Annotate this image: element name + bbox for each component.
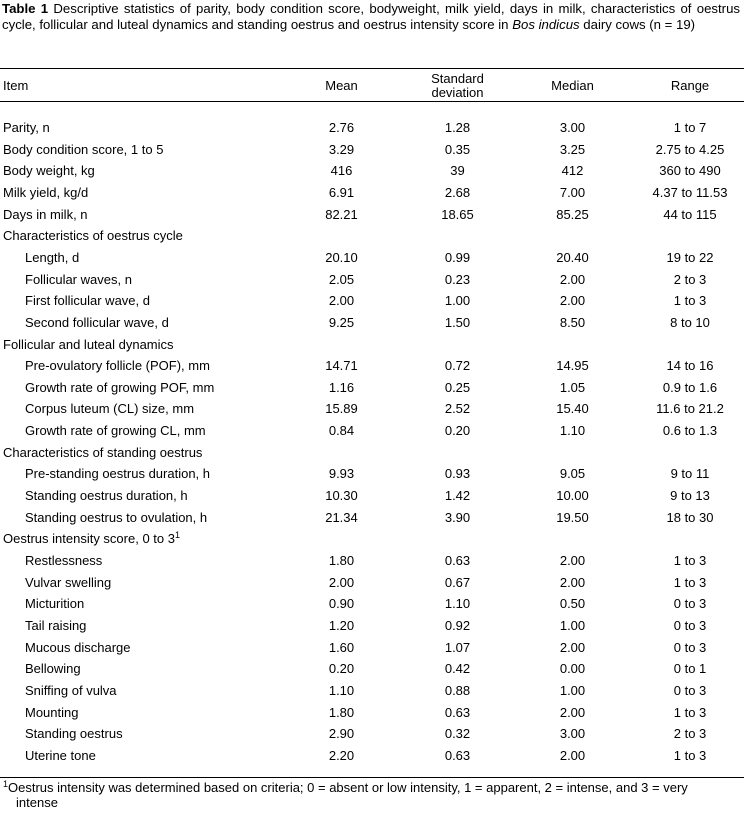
cell-median: 1.10 [559, 423, 586, 439]
column-header-median: Median [551, 78, 594, 93]
cell-sd: 0.67 [444, 574, 471, 590]
cell-range: 2 to 3 [673, 271, 707, 287]
cell-range: 1 to 3 [673, 747, 707, 763]
cell-median: 19.50 [556, 509, 589, 525]
cell-median: 2.00 [559, 639, 586, 655]
cell-range: 9 to 11 [670, 466, 710, 482]
row-label: Corpus luteum (CL) size, mm [25, 401, 195, 417]
section-label: Characteristics of oestrus cycle [3, 228, 183, 244]
table-row [0, 658, 744, 680]
cell-median: 2.00 [559, 574, 586, 590]
cell-mean: 1.20 [328, 617, 355, 633]
column-header-item: Item [3, 78, 29, 93]
table-row [0, 247, 744, 269]
cell-range: 44 to 115 [663, 206, 717, 222]
cell-median: 412 [561, 163, 584, 179]
footnote-line1: Oestrus intensity was determined based on criteria; 0 = absent or low intensity, 1 = apparent, 2 = intense, and 3 = very [8, 780, 688, 795]
cell-mean: 1.80 [328, 553, 355, 568]
table-row [0, 550, 744, 572]
table-top-rule [0, 68, 744, 69]
cell-median: 2.00 [559, 747, 586, 763]
cell-range: 14 to 16 [666, 358, 714, 374]
table-row [0, 377, 744, 399]
cell-mean: 20.10 [325, 249, 358, 265]
table-row [0, 680, 744, 702]
row-label: Standing oestrus to ovulation, h [25, 509, 208, 525]
cell-mean: 14.71 [325, 358, 358, 374]
cell-median: 3.00 [559, 726, 586, 742]
column-header-sd [415, 72, 500, 100]
row-label: Follicular waves, n [25, 271, 132, 287]
cell-range: 0 to 3 [673, 596, 707, 612]
row-label: Days in milk, n [3, 206, 88, 222]
row-label: Pre-standing oestrus duration, h [25, 466, 210, 482]
table-bottom-rule [0, 777, 744, 778]
cell-sd: 39 [450, 163, 465, 179]
cell-median: 2.00 [559, 271, 586, 287]
cell-range: 0.6 to 1.3 [662, 423, 718, 439]
footnote-line2: intense [16, 795, 58, 810]
table-row [0, 463, 744, 485]
table-row [0, 593, 744, 615]
cell-sd: 0.25 [444, 379, 471, 395]
cell-sd: 0.92 [444, 617, 471, 633]
header-bottom-rule [0, 101, 744, 102]
cell-mean: 2.90 [328, 726, 355, 742]
cell-sd: 1.10 [444, 596, 471, 612]
cell-sd: 1.00 [444, 293, 471, 309]
cell-median: 1.00 [559, 682, 586, 698]
section-label: Characteristics of standing oestrus [3, 444, 203, 460]
row-label: Pre-ovulatory follicle (POF), mm [25, 358, 210, 374]
row-label: Mounting [25, 704, 79, 720]
cell-mean: 2.00 [328, 574, 355, 590]
cell-range: 0.9 to 1.6 [662, 379, 718, 395]
table-row [0, 723, 744, 745]
row-label: Tail raising [25, 617, 87, 633]
table-row [0, 290, 744, 312]
cell-median: 0.50 [559, 596, 586, 612]
cell-range: 9 to 13 [670, 488, 710, 504]
cell-median: 9.05 [559, 466, 586, 482]
cell-median: 20.40 [556, 249, 589, 265]
cell-mean: 10.30 [325, 488, 358, 504]
cell-median: 15.40 [556, 401, 589, 417]
section-row [0, 225, 744, 247]
caption-text-after: dairy cows (n = 19) [579, 17, 696, 32]
table-row [0, 507, 744, 529]
table-row [0, 745, 744, 767]
table-row [0, 204, 744, 226]
cell-mean: 15.89 [325, 401, 358, 417]
table-row [0, 637, 744, 659]
row-label: Length, d [25, 249, 80, 265]
cell-sd: 0.35 [444, 141, 471, 157]
cell-mean: 0.90 [328, 596, 355, 612]
table-row [0, 702, 744, 724]
table-row [0, 485, 744, 507]
cell-sd: 0.32 [444, 726, 471, 742]
cell-mean: 2.05 [328, 271, 355, 287]
table-row [0, 420, 744, 442]
cell-mean: 1.16 [328, 379, 355, 395]
section-row [0, 442, 744, 464]
cell-median: 0.00 [559, 661, 586, 677]
table-row [0, 160, 744, 182]
cell-median: 7.00 [559, 184, 586, 200]
cell-range: 360 to 490 [659, 163, 721, 179]
row-label: Vulvar swelling [25, 574, 112, 590]
row-label: Standing oestrus [25, 726, 123, 742]
cell-median: 14.95 [556, 358, 589, 374]
table-row [0, 355, 744, 377]
row-label: Second follicular wave, d [25, 314, 169, 330]
table-row [0, 182, 744, 204]
row-label: Body weight, kg [3, 163, 95, 179]
cell-range: 4.37 to 11.53 [652, 184, 728, 200]
cell-median: 3.00 [559, 120, 586, 135]
table-row [0, 269, 744, 291]
cell-range: 1 to 3 [673, 574, 707, 590]
cell-sd: 0.63 [444, 553, 471, 568]
row-label: Mucous discharge [25, 639, 131, 655]
cell-median: 2.00 [559, 704, 586, 720]
cell-mean: 3.29 [328, 141, 355, 157]
cell-range: 0 to 3 [673, 682, 707, 698]
section-label: Oestrus intensity score, 0 to 3 [3, 531, 175, 547]
cell-sd: 0.72 [444, 358, 471, 374]
cell-median: 2.00 [559, 293, 586, 309]
cell-median: 1.05 [559, 379, 586, 395]
cell-range: 1 to 3 [673, 553, 707, 568]
cell-sd: 0.23 [444, 271, 471, 287]
row-label: Uterine tone [25, 747, 96, 763]
cell-sd: 0.20 [444, 423, 471, 439]
cell-sd: 0.93 [444, 466, 471, 482]
cell-mean: 9.93 [328, 466, 355, 482]
cell-range: 1 to 3 [673, 704, 707, 720]
row-label: First follicular wave, d [25, 293, 150, 309]
row-label: Standing oestrus duration, h [25, 488, 188, 504]
cell-mean: 2.76 [328, 120, 355, 135]
cell-sd: 0.63 [444, 747, 471, 763]
row-label: Growth rate of growing CL, mm [25, 423, 206, 439]
cell-sd: 18.65 [441, 206, 474, 222]
row-label: Restlessness [25, 553, 103, 568]
cell-sd: 0.42 [444, 661, 471, 677]
table-row [0, 139, 744, 161]
table-label: Table 1 [2, 1, 49, 16]
section-row [0, 528, 744, 550]
footnote [3, 780, 740, 810]
table-row [0, 312, 744, 334]
section-label-wrap [3, 528, 180, 550]
column-header-sd-line2: deviation [431, 85, 484, 100]
footnote-marker: 1 [3, 779, 9, 789]
cell-sd: 0.88 [444, 682, 471, 698]
table-row [0, 398, 744, 420]
cell-range: 0 to 3 [673, 639, 707, 655]
column-header-mean: Mean [325, 78, 358, 93]
cell-range: 0 to 3 [673, 617, 707, 633]
cell-sd: 2.52 [444, 401, 471, 417]
cell-mean: 1.10 [328, 682, 355, 698]
row-label: Body condition score, 1 to 5 [3, 141, 164, 157]
cell-sd: 1.42 [444, 488, 471, 504]
cell-range: 8 to 10 [670, 314, 710, 330]
row-label: Milk yield, kg/d [3, 184, 89, 200]
footnote-reference: 1 [174, 530, 180, 541]
cell-sd: 0.99 [444, 249, 471, 265]
cell-range: 11.6 to 21.2 [656, 401, 724, 417]
cell-mean: 0.84 [328, 423, 355, 439]
cell-sd: 1.50 [444, 314, 471, 330]
section-row [0, 334, 744, 356]
table-row [0, 615, 744, 637]
cell-sd: 0.63 [444, 704, 471, 720]
cell-mean: 6.91 [328, 184, 355, 200]
cell-mean: 0.20 [328, 661, 355, 677]
table-caption [2, 1, 740, 33]
cell-range: 1 to 7 [673, 120, 707, 135]
caption-species: Bos indicus [512, 17, 580, 32]
cell-range: 19 to 22 [666, 249, 714, 265]
row-label: Parity, n [3, 120, 50, 135]
column-header-sd-line1: Standard [431, 71, 484, 86]
row-label: Sniffing of vulva [25, 682, 117, 698]
cell-median: 3.25 [559, 141, 586, 157]
column-header-range: Range [670, 78, 710, 93]
cell-median: 8.50 [559, 314, 586, 330]
cell-median: 1.00 [559, 617, 586, 633]
cell-mean: 2.00 [328, 293, 355, 309]
cell-mean: 1.60 [328, 639, 355, 655]
cell-range: 1 to 3 [673, 293, 707, 309]
cell-mean: 416 [330, 163, 353, 179]
table-row [0, 572, 744, 594]
cell-mean: 1.80 [328, 704, 355, 720]
cell-range: 18 to 30 [666, 509, 714, 525]
cell-sd: 2.68 [444, 184, 471, 200]
row-label: Growth rate of growing POF, mm [25, 379, 215, 395]
cell-median: 85.25 [556, 206, 589, 222]
cell-median: 2.00 [559, 553, 586, 568]
cell-mean: 21.34 [325, 509, 358, 525]
row-label: Bellowing [25, 661, 81, 677]
cell-mean: 82.21 [325, 206, 358, 222]
cell-mean: 9.25 [328, 314, 355, 330]
cell-range: 2.75 to 4.25 [655, 141, 725, 157]
section-label: Follicular and luteal dynamics [3, 336, 174, 352]
cell-sd: 3.90 [444, 509, 471, 525]
table-row [0, 117, 744, 139]
caption-text-before: Descriptive statistics of parity, body condition score, bodyweight, milk yield, days in milk, characteristics of oestrus cycle, follicular and luteal dynamics and standing oestrus and oestrus intensity score in [2, 1, 741, 32]
cell-range: 2 to 3 [673, 726, 707, 742]
cell-median: 10.00 [556, 488, 589, 504]
cell-mean: 2.20 [328, 747, 355, 763]
cell-range: 0 to 1 [673, 661, 707, 677]
cell-sd: 1.07 [444, 639, 471, 655]
row-label: Micturition [25, 596, 85, 612]
cell-sd: 1.28 [444, 120, 471, 135]
